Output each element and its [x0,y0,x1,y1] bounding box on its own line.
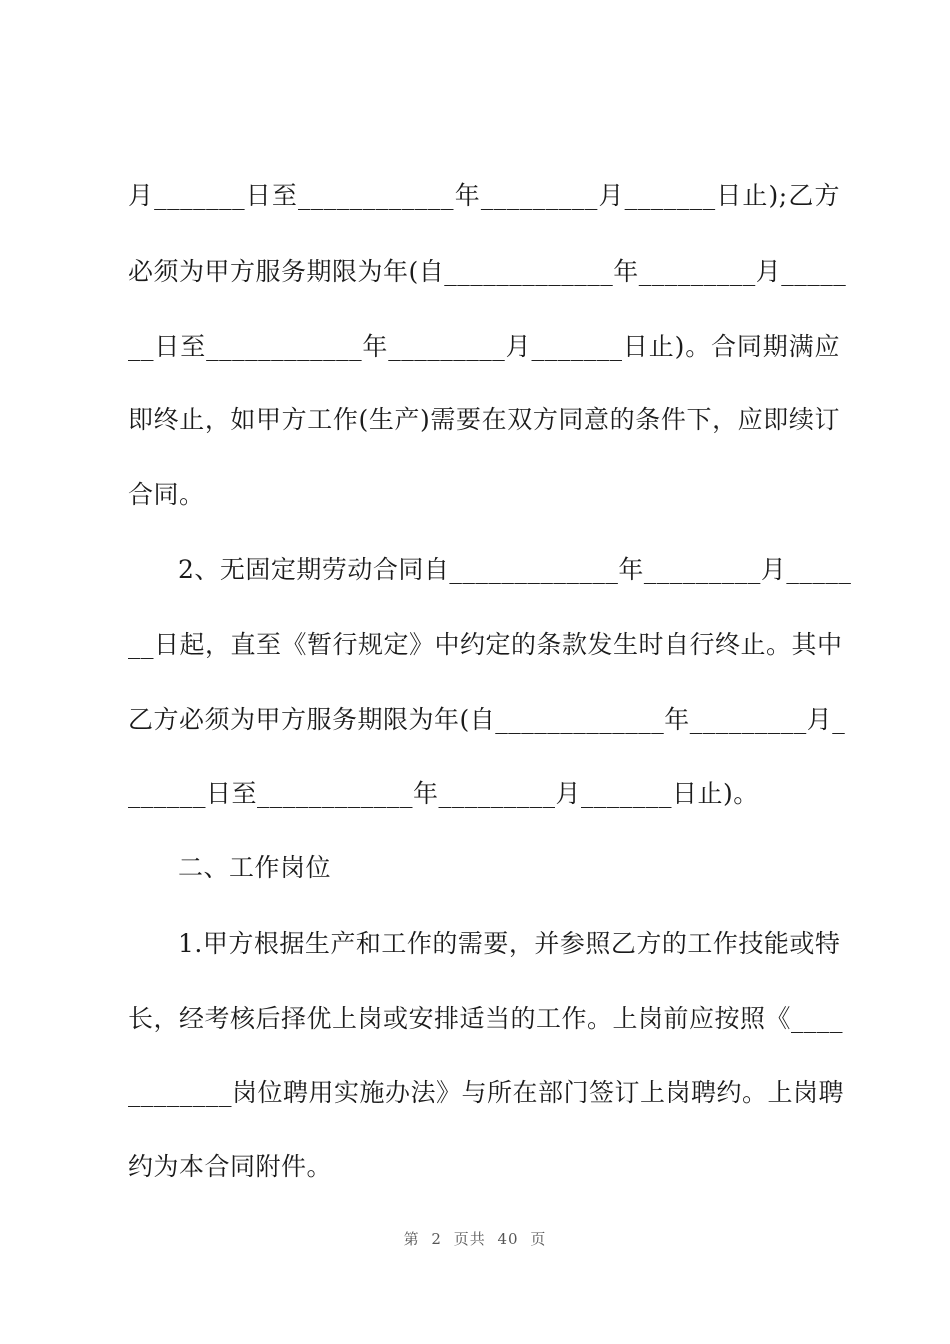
paragraph-line: ______日至____________年_________月_______日止)。 [128,779,759,808]
paragraph-line: __日至____________年_________月_______日止)。合同期满应 [128,332,840,361]
paragraph-line: 即终止，如甲方工作(生产)需要在双方同意的条件下，应即续订 [128,405,840,434]
paragraph-line: 乙方必须为甲方服务期限为年(自_____________年_________月_ [128,705,846,734]
paragraph-line: 合同。 [128,480,205,509]
paragraph-line: 必须为甲方服务期限为年(自_____________年_________月_____ [128,257,847,286]
paragraph-line: 长，经考核后择优上岗或安排适当的工作。上岗前应按照《____ [128,1004,844,1033]
paragraph-line: 月_______日至____________年_________月_______日止);乙方 [128,181,840,210]
paragraph-line: 1.甲方根据生产和工作的需要，并参照乙方的工作技能或特 [178,929,841,958]
paragraph-line: ________岗位聘用实施办法》与所在部门签订上岗聘约。上岗聘 [128,1078,845,1107]
paragraph-line: __日起，直至《暂行规定》中约定的条款发生时自行终止。其中 [128,630,843,659]
section-heading: 二、工作岗位 [178,853,332,882]
paragraph-line: 约为本合同附件。 [128,1152,333,1181]
page-number-footer: 第 2 页共 40 页 [403,1230,547,1248]
paragraph-line: 2、无固定期劳动合同自_____________年_________月_____ [178,555,852,584]
